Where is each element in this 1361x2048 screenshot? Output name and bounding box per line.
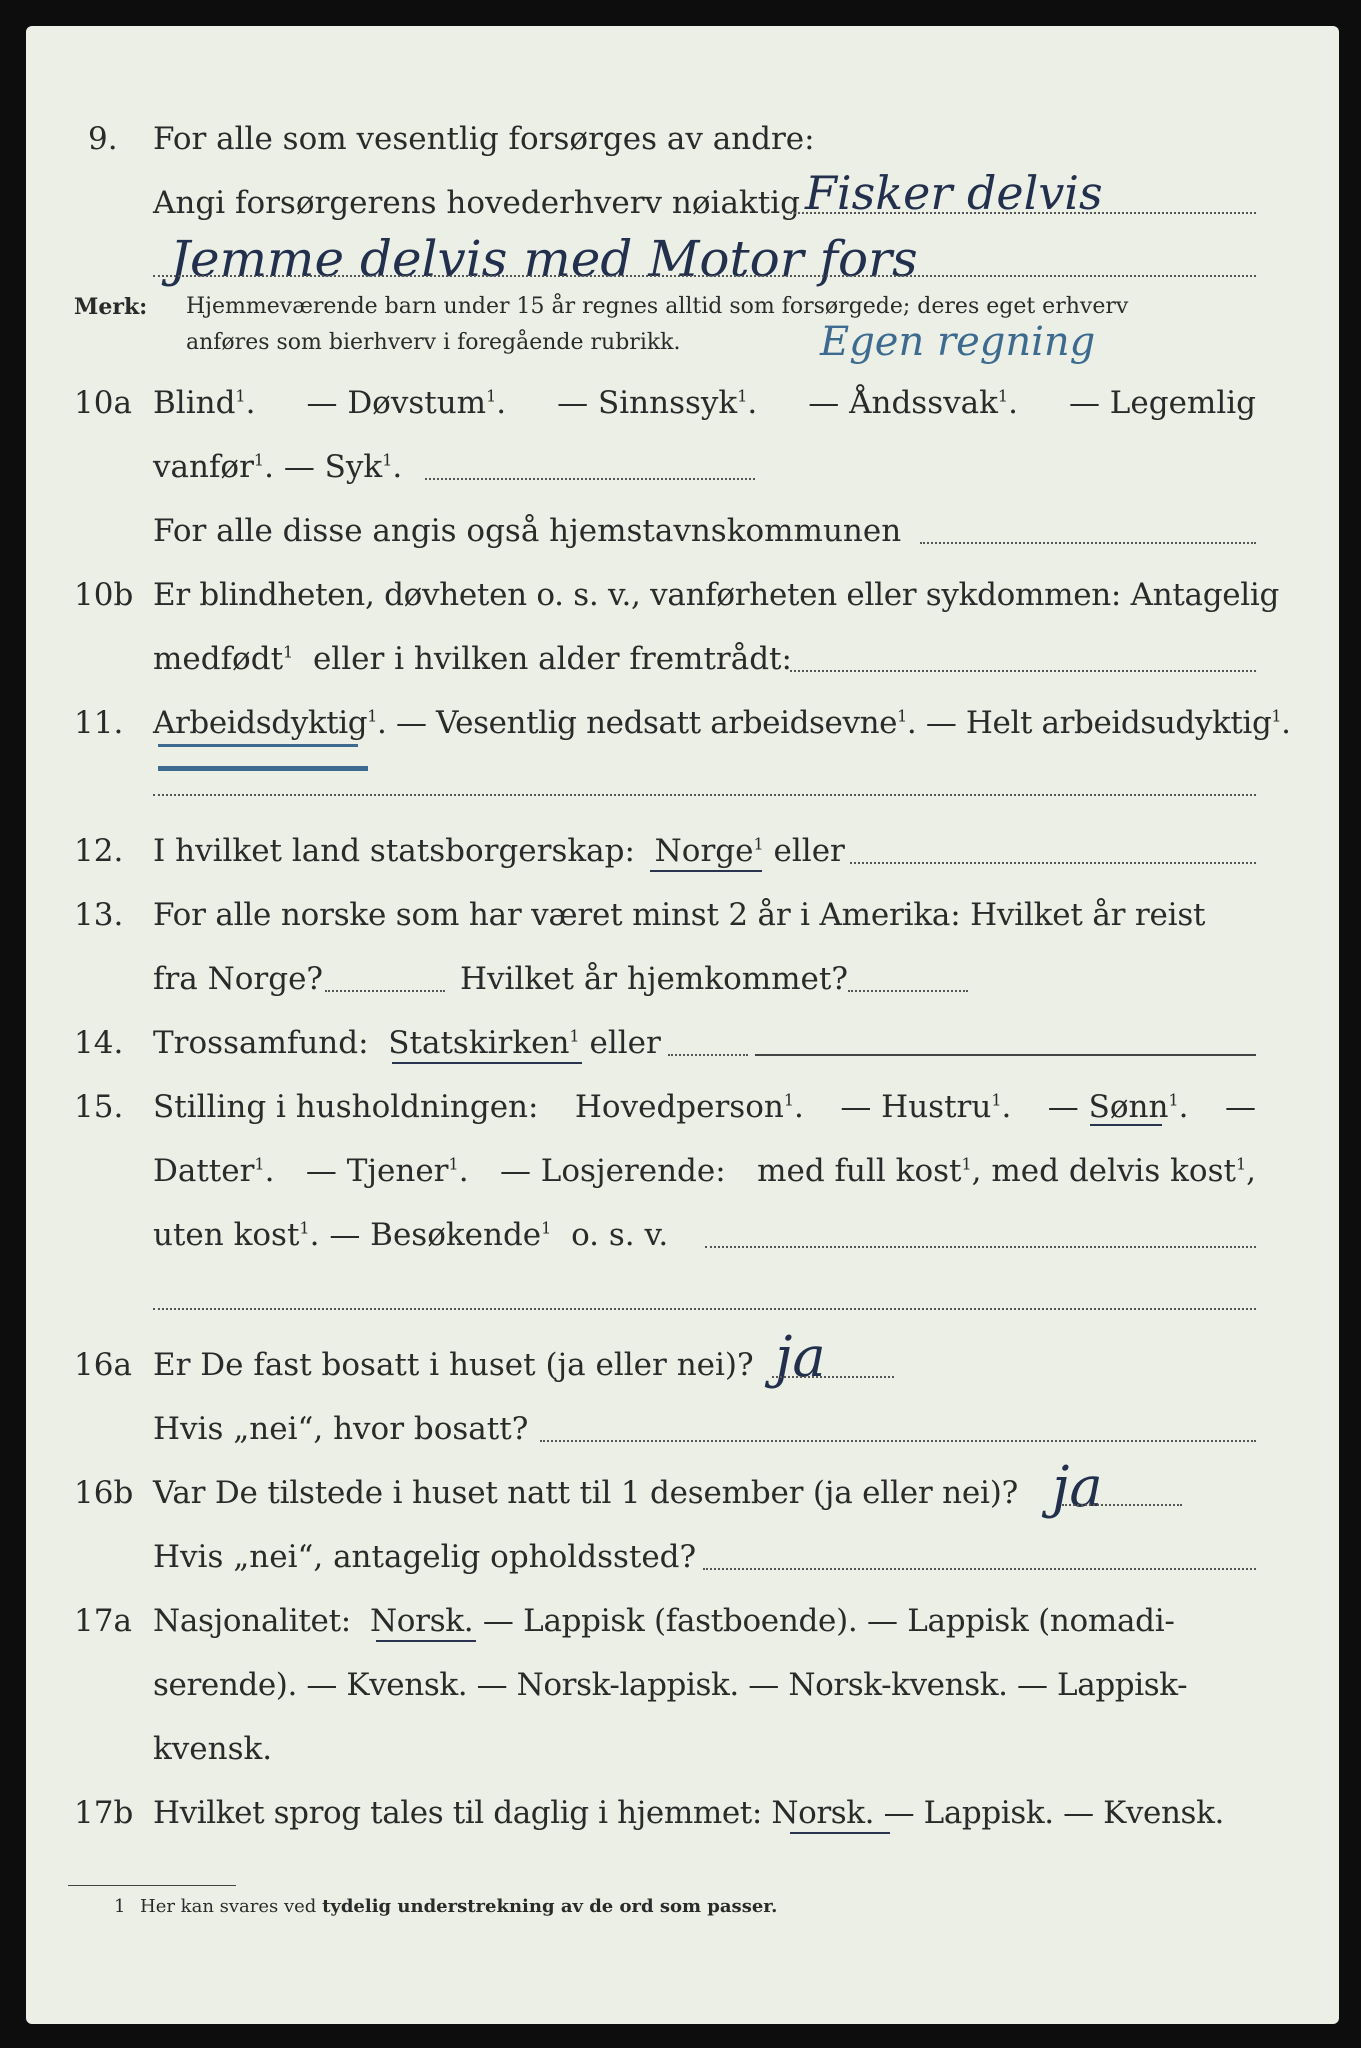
merk-label: Merk: <box>74 294 148 320</box>
q15-dash: — <box>1224 1089 1256 1125</box>
q17a-options-rest: — Lappisk (fastboende). — Lappisk (nomadi- <box>482 1603 1175 1639</box>
q13-answer-reist <box>325 990 445 992</box>
option-tjener: — Tjener <box>305 1153 449 1189</box>
option-norge: Norge <box>654 833 754 869</box>
q10b-line2 <box>153 641 792 677</box>
q17b-underline-norsk <box>790 1832 890 1834</box>
option-andssvak: — Åndssvak <box>808 385 998 421</box>
q14-label: Trossamfund: <box>153 1025 369 1061</box>
q12-number: 12. <box>74 833 124 869</box>
q17a-label: Nasjonalitet: <box>153 1603 351 1639</box>
q13-number: 13. <box>74 897 124 933</box>
footnote-ref: 1 <box>1235 1154 1247 1174</box>
footnote-ref: 1 <box>997 386 1009 406</box>
option-dovstum: — Døvstum <box>306 385 487 421</box>
footnote-ref: 1 <box>254 1154 265 1174</box>
q16b-opholdssted-line <box>703 1568 1256 1570</box>
footnote-ref: 1 <box>235 386 246 406</box>
q17b-label: Hvilket sprog tales til daglig i hjemmet: <box>153 1795 762 1831</box>
option-legemlig: — Legemlig <box>1068 385 1256 421</box>
q14-underline-statskirken <box>392 1062 582 1064</box>
q10a-line3: For alle disse angis også hjemstavnskommunen <box>153 513 902 549</box>
option-sinnssyk: — Sinnssyk <box>557 385 738 421</box>
q11-answer-line <box>153 794 1256 796</box>
q14-answer-line <box>755 1054 1256 1056</box>
q11-number: 11. <box>74 705 124 741</box>
q9-answer-line2 <box>153 275 1256 277</box>
q16a-number: 16a <box>74 1347 132 1383</box>
q15-number: 15. <box>74 1089 124 1125</box>
q17a-number: 17a <box>74 1603 132 1639</box>
footnote-ref: 1 <box>1168 1090 1179 1110</box>
q15-comma: , <box>1246 1153 1256 1189</box>
q16b-answer-line <box>1062 1504 1182 1506</box>
footnote-text-a: Her kan svares ved <box>140 1896 317 1917</box>
q16a-line1: Er De fast bosatt i huset (ja eller nei)? <box>153 1347 754 1383</box>
q15-line2: Datter$^1$. — Tjener$^1$. — Losjerende: med full kost$^1$, med delvis kost$^1$, <box>153 1153 1256 1189</box>
q10a-line2: vanfør$^1$. — Syk$^1$. <box>153 449 403 485</box>
footnote-ref: 1 <box>382 450 393 470</box>
footnote-ref: 1 <box>991 1090 1002 1110</box>
q11-underline-arbeidsdyktig <box>158 744 358 747</box>
q16b-number: 16b <box>74 1475 134 1511</box>
footnote-text <box>140 1898 777 1916</box>
q13-answer-hjemkommet <box>848 990 968 992</box>
option-besokende: Besøkende <box>370 1217 542 1253</box>
option-udyktig: — Helt arbeidsudyktig <box>925 705 1272 741</box>
q14-number: 14. <box>74 1025 124 1061</box>
option-statskirken: Statskirken <box>388 1025 570 1061</box>
q17a-line3: kvensk. <box>153 1731 273 1767</box>
q16a-bosatt-line <box>540 1440 1256 1442</box>
q11-pencil-mark <box>158 766 368 771</box>
q16a-answer-line <box>772 1376 894 1378</box>
q9-handwritten-egen-regning: Egen regning <box>820 319 1096 365</box>
footnote-mark: 1 <box>114 1896 126 1917</box>
footnote-text-b: tydelig understrekning av de ord som passer. <box>322 1896 778 1917</box>
q15-line1: Stilling i husholdningen: Hovedperson$^1$. — Hustru$^1$. — Sønn$^1$. — <box>153 1089 1256 1125</box>
q15-label: Stilling i husholdningen: <box>153 1089 539 1125</box>
q10a-line1: Blind$^1$. — Døvstum$^1$. — Sinnssyk$^1$. — Åndssvak$^1$. — Legemlig <box>153 385 1256 421</box>
footnote-ref: 1 <box>961 1154 972 1174</box>
q9-line2: Angi forsørgerens hovederhverv nøiaktig <box>153 185 800 221</box>
footnote-ref: 1 <box>283 642 294 662</box>
q12-eller: eller <box>773 833 845 869</box>
option-blind: Blind <box>153 385 236 421</box>
q10b-line1: Er blindheten, døvheten o. s. v., vanførheten eller sykdommen: Antagelig <box>153 577 1280 613</box>
option-losjerende: — Losjerende: <box>499 1153 726 1189</box>
option-norsk-sprog: Norsk. <box>771 1795 875 1831</box>
q15-answer-line2 <box>153 1308 1256 1310</box>
option-sonn: — Sønn <box>1047 1089 1169 1125</box>
q12-underline-norge <box>650 870 762 872</box>
footnote-ref: 1 <box>486 386 497 406</box>
merk-text-line1: Hjemmeværende barn under 15 år regnes alltid som forsørgede; deres eget erhverv <box>186 294 1129 319</box>
q10a-answer-line1 <box>425 478 755 480</box>
q10b-number: 10b <box>74 577 134 613</box>
q15-line3: uten kost$^1$. — Besøkende$^1$ o. s. v. <box>153 1217 669 1253</box>
q17b-line <box>153 1795 1224 1831</box>
q9-line1: For alle som vesentlig forsørges av andre: <box>153 121 815 157</box>
q13-line2a: fra Norge? <box>153 961 324 997</box>
footnote-ref: 1 <box>253 450 265 470</box>
q15-dash2: — <box>329 1217 361 1253</box>
q13-line1: For alle norske som har været minst 2 år i Amerika: Hvilket år reist <box>153 897 1206 933</box>
q17a-line2: serende). — Kvensk. — Norsk-lappisk. — Norsk-kvensk. — Lappisk- <box>153 1667 1188 1703</box>
q9-handwritten-occupation: Fisker delvis <box>805 166 1103 220</box>
option-hustru: — Hustru <box>840 1089 992 1125</box>
option-full-kost: med full kost <box>757 1153 962 1189</box>
q14-line <box>153 1025 661 1061</box>
q14-answer-dots <box>668 1054 748 1056</box>
footnote-ref: 1 <box>1271 706 1282 726</box>
option-syk: — Syk <box>283 449 383 485</box>
footnote-ref: 1 <box>783 1090 795 1110</box>
option-nedsatt: — Vesentlig nedsatt arbeidsevne <box>395 705 898 741</box>
footnote-ref: 1 <box>541 1218 552 1238</box>
option-arbeidsdyktig: Arbeidsdyktig <box>153 705 368 741</box>
q15-underline-sonn <box>1090 1124 1162 1126</box>
footnote-ref: 1 <box>897 706 907 726</box>
option-delvis-kost: , med delvis kost <box>971 1153 1236 1189</box>
q17b-options-rest: — Lappisk. — Kvensk. <box>883 1795 1224 1831</box>
q12-line <box>153 833 845 869</box>
q16a-line2: Hvis „nei“, hvor bosatt? <box>153 1411 529 1447</box>
q16a-handwritten-answer: ja <box>775 1325 826 1390</box>
option-medfodt: medfødt <box>153 641 284 677</box>
q12-answer-line <box>850 862 1256 864</box>
option-vanfor: vanfør <box>153 449 254 485</box>
q10b-answer-line <box>790 670 1256 672</box>
q16b-line1: Var De tilstede i huset natt til 1 desember (ja eller nei)? <box>153 1475 1019 1511</box>
q14-eller: eller <box>589 1025 661 1061</box>
merk-text-line2: anføres som bierhverv i foregående rubrikk. <box>186 330 681 355</box>
option-uten-kost: uten kost <box>153 1217 300 1253</box>
q10b-alder-label: eller i hvilken alder fremtrådt: <box>312 641 792 677</box>
footnote-ref: 1 <box>737 386 748 406</box>
q9-number: 9. <box>88 121 118 157</box>
footnote-rule <box>68 1885 236 1886</box>
footnote-ref: 1 <box>299 1218 310 1238</box>
q9-handwritten-line2: Jemme delvis med Motor fors <box>170 230 918 288</box>
q16b-handwritten-answer: ja <box>1052 1455 1103 1520</box>
q17a-line1 <box>153 1603 1175 1639</box>
footnote-ref: 1 <box>367 706 378 726</box>
option-datter: Datter <box>153 1153 255 1189</box>
footnote-ref: 1 <box>753 834 764 854</box>
q10a-answer-line2 <box>920 542 1256 544</box>
q11-line: Arbeidsdyktig$^1$. — Vesentlig nedsatt arbeidsevne$^1$. — Helt arbeidsudyktig$^1$. <box>153 705 1291 741</box>
q17a-underline-norsk <box>376 1640 476 1642</box>
q15-answer-line1 <box>705 1246 1256 1248</box>
option-norsk: Norsk. <box>369 1603 474 1639</box>
q12-label: I hvilket land statsborgerskap: <box>153 833 635 869</box>
footnote-ref: 1 <box>569 1026 580 1046</box>
footnote-ref: 1 <box>448 1154 459 1174</box>
option-hovedperson: Hovedperson <box>574 1089 784 1125</box>
q17b-number: 17b <box>74 1795 134 1831</box>
q16b-line2: Hvis „nei“, antagelig opholdssted? <box>153 1539 697 1575</box>
q15-osv: o. s. v. <box>571 1217 669 1253</box>
q13-line2b: Hvilket år hjemkommet? <box>460 961 848 997</box>
q10a-number: 10a <box>74 385 132 421</box>
